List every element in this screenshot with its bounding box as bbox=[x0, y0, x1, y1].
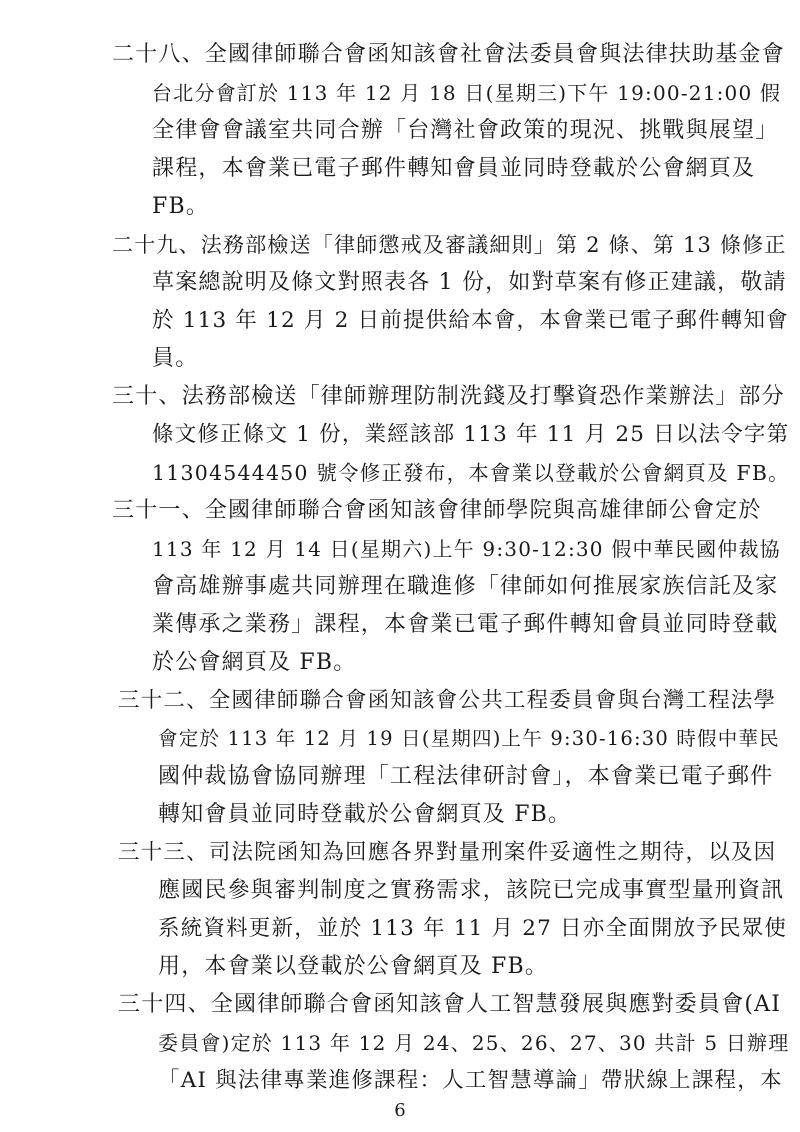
item-33-line-1: 三十三、司法院函知為回應各界對量刑案件妥適性之期待，以及因 bbox=[118, 840, 777, 865]
item-30-line-3: 11304544450 號令修正發布，本會業以登載於公會網頁及 FB。 bbox=[152, 461, 790, 485]
page-number: 6 bbox=[394, 1100, 406, 1121]
item-29-line-2: 草案總說明及條文對照表各 1 份，如對草案有修正建議，敬請 bbox=[152, 270, 787, 295]
item-34-line-3: 「AI 與法律專業進修課程：人工智慧導論」帶狀線上課程，本 bbox=[158, 1068, 783, 1093]
item-31-line-1: 三十一、全國律師聯合會函知該會律師學院與高雄律師公會定於 bbox=[112, 498, 762, 523]
item-29-line-3: 於 113 年 12 月 2 日前提供給本會，本會業已電子郵件轉知會 bbox=[152, 308, 789, 333]
item-31-line-5: 於公會網頁及 FB。 bbox=[152, 650, 357, 675]
item-30-line-1: 三十、法務部檢送「律師辦理防制洗錢及打擊資恐作業辦法」部分 bbox=[112, 384, 785, 409]
item-32-line-3: 國仲裁協會協同辦理「工程法律研討會」，本會業已電子郵件 bbox=[158, 764, 774, 789]
item-32-line-4: 轉知會員並同時登載於公會網頁及 FB。 bbox=[158, 802, 572, 827]
item-33-line-3: 系統資料更新，並於 113 年 11 月 27 日亦全面開放予民眾使 bbox=[158, 916, 788, 941]
item-28-line-2: 台北分會訂於 113 年 12 月 18 日(星期三)下午 19:00-21:00 假 bbox=[152, 81, 782, 105]
item-31-line-4: 業傳承之業務」課程，本會業已電子郵件轉知會員並同時登載 bbox=[152, 612, 779, 637]
item-34-line-1: 三十四、全國律師聯合會函知該會人工智慧發展與應對委員會(AI bbox=[118, 992, 782, 1017]
item-28-line-4: 課程，本會業已電子郵件轉知會員並同時登載於公會網頁及 bbox=[152, 156, 756, 181]
item-28-line-3: 全律會會議室共同合辦「台灣社會政策的現況、挑戰與展望」 bbox=[152, 118, 779, 143]
item-33-line-2: 應國民參與審判制度之實務需求，該院已完成事實型量刑資訊 bbox=[158, 878, 785, 903]
item-29-line-1: 二十九、法務部檢送「律師懲戒及審議細則」第 2 條、第 13 條修正 bbox=[112, 233, 787, 257]
item-32-line-1: 三十二、全國律師聯合會函知該會公共工程委員會與台灣工程法學 bbox=[118, 688, 777, 713]
item-31-line-2: 113 年 12 月 14 日(星期六)上午 9:30-12:30 假中華民國仲裁協 bbox=[152, 537, 781, 561]
item-32-line-2: 會定於 113 年 12 月 19 日(星期四)上午 9:30-16:30 時假中華民 bbox=[158, 727, 780, 750]
item-33-line-4: 用，本會業以登載於公會網頁及 FB。 bbox=[158, 954, 549, 979]
item-28-line-1: 二十八、全國律師聯合會函知該會社會法委員會與法律扶助基金會 bbox=[112, 42, 785, 67]
item-30-line-2: 條文修正條文 1 份，業經該部 113 年 11 月 25 日以法令字第 bbox=[152, 422, 790, 447]
item-31-line-3: 會高雄辦事處共同辦理在職進修「律師如何推展家族信託及家 bbox=[152, 574, 779, 599]
item-34-line-2: 委員會)定於 113 年 12 月 24、25、26、27、30 共計 5 日辦理 bbox=[158, 1031, 790, 1055]
item-29-line-4: 員。 bbox=[152, 346, 199, 371]
item-28-line-5: FB。 bbox=[152, 194, 210, 219]
